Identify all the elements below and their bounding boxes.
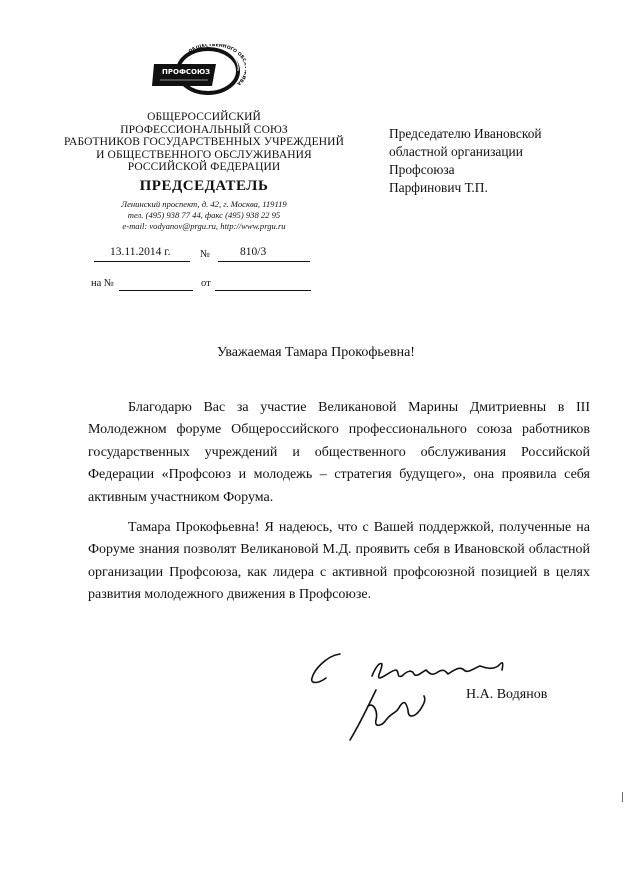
salutation: Уважаемая Тамара Прокофьевна! — [217, 345, 415, 360]
ref-label: на № — [91, 278, 114, 289]
from-label: от — [201, 278, 211, 289]
chairman-title: ПРЕДСЕДАТЕЛЬ — [139, 178, 269, 194]
org-line: И ОБЩЕСТВЕННОГО ОБСЛУЖИВАНИЯ — [96, 148, 312, 161]
addressee-block — [389, 125, 542, 197]
registration-line — [94, 247, 324, 263]
reference-line — [91, 278, 321, 294]
letter-date: 13.11.2014 г. — [110, 246, 171, 258]
addressee-line: областной организации — [389, 144, 523, 159]
scan-mark — [622, 792, 627, 802]
addressee-line: Председателю Ивановской — [389, 126, 542, 141]
letter-number: 810/3 — [240, 246, 267, 258]
org-line: РАБОТНИКОВ ГОСУДАРСТВЕННЫХ УЧРЕЖДЕНИЙ — [64, 136, 344, 149]
letter-body — [88, 397, 590, 615]
address-line: тел. (495) 938 77 44, факс (495) 938 22 95 — [127, 210, 281, 220]
address-line: e-mail: vodyanov@prgu.ru, http://www.prgu.ru — [122, 221, 286, 231]
contact-address — [60, 199, 348, 232]
logo-text-left: ПРОФСОЮЗ — [162, 68, 211, 76]
org-line: ПРОФЕССИОНАЛЬНЫЙ СОЮЗ — [120, 123, 288, 136]
logo-text-arc: ОБЩЕСТВЕННОГО ОБС ИВА — [188, 44, 246, 86]
org-line: ОБЩЕРОССИЙСКИЙ — [147, 111, 261, 123]
union-logo — [150, 44, 246, 104]
paragraph: Тамара Прокофьевна! Я надеюсь, что с Вашей поддержкой, полученные на Форуме знания позволят Великановой М.Д. проявить себя в Ивановской областной организации Профсоюза, как лидера с активной профсоюзной позицией в целях развития молодежного движения в Профсоюзе. — [88, 520, 590, 603]
number-label: № — [200, 249, 211, 260]
addressee-line: Парфинович Т.П. — [389, 180, 488, 195]
signatory-name: Н.А. Водянов — [466, 687, 548, 702]
organization-name — [60, 111, 348, 174]
paragraph: Благодарю Вас за участие Великановой Марины Дмитриевны в III Молодежном форуме Общероссийского профессионального союза работников государственных учреждений и общественного обслуживания Российской Федерации «Профсоюз и молодежь – стратегия будущего», она проявила себя активным участником Форума. — [88, 400, 590, 505]
addressee-line: Профсоюза — [389, 162, 455, 177]
org-line: РОССИЙСКОЙ ФЕДЕРАЦИИ — [127, 161, 281, 174]
address-line: Ленинский проспект, д. 42, г. Москва, 119119 — [121, 199, 287, 209]
